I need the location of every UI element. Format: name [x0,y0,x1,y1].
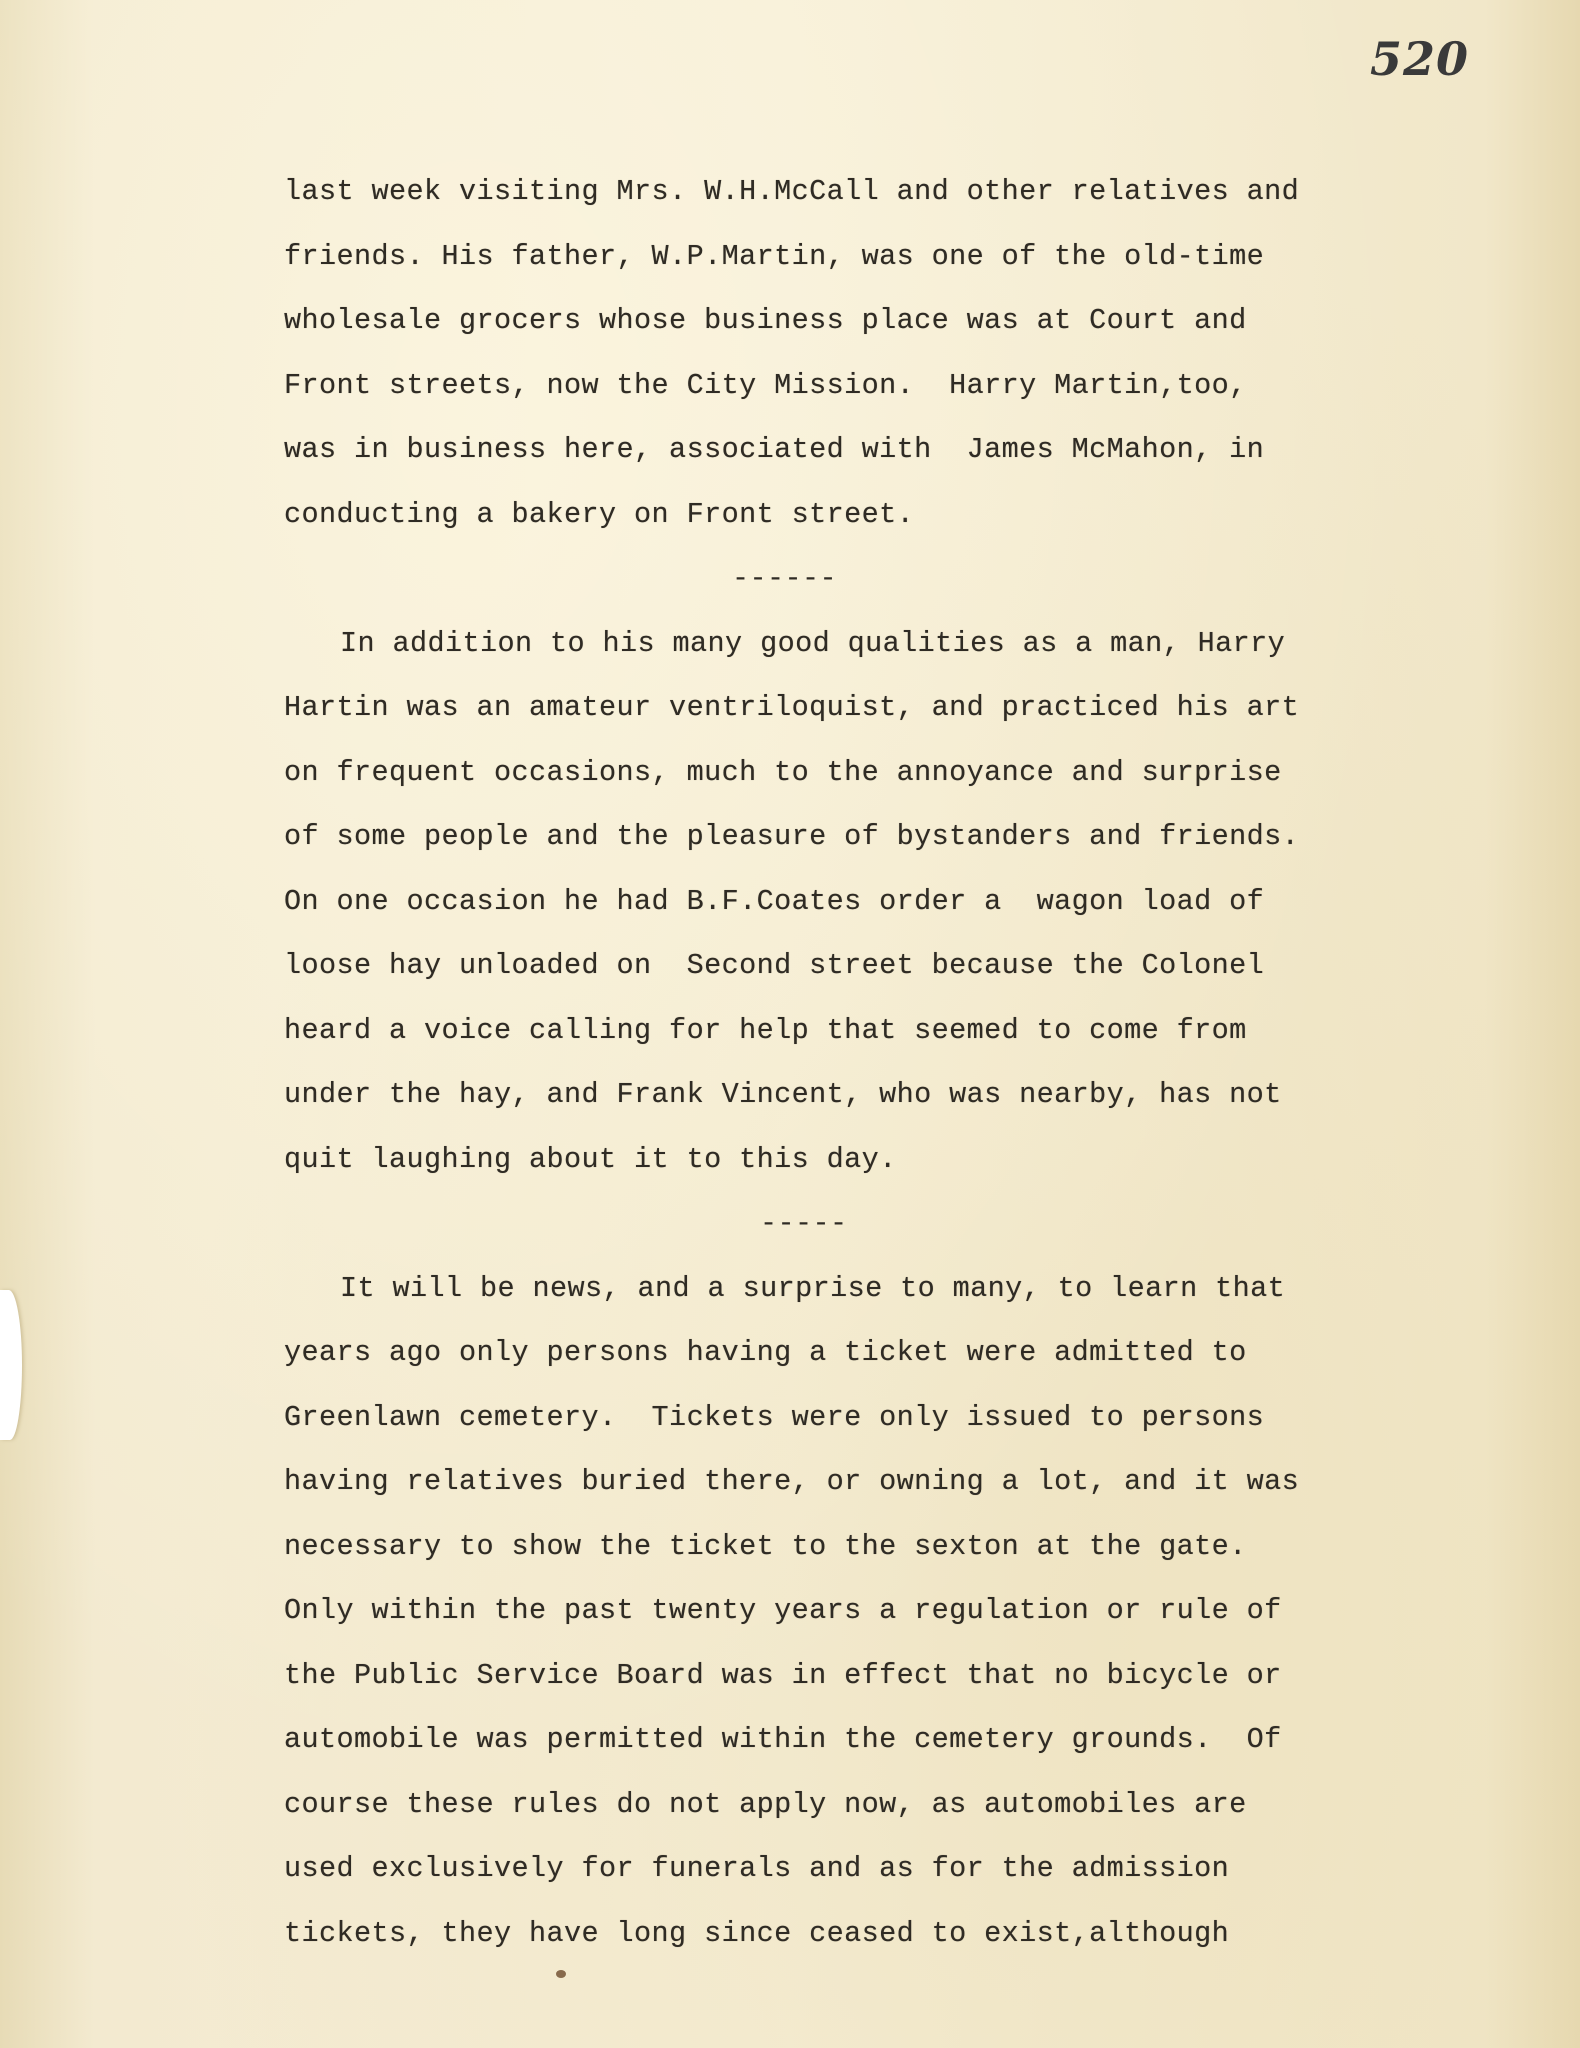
text-line: under the hay, and Frank Vincent, who was nearby, has not [284,1078,1282,1111]
text-line: Hartin was an amateur ventriloquist, and practiced his art [284,691,1300,724]
text-line: conducting a bakery on Front street. [284,497,915,531]
text-line: loose hay unloaded on Second street because the Colonel [284,949,1265,982]
ink-speck [556,1970,566,1978]
text-line: tickets, they have long since ceased to exist,although [284,1916,1230,1950]
text-line: on frequent occasions, much to the annoyance and surprise [284,755,1282,789]
section-separator: ----- [760,1207,848,1240]
text-line: used exclusively for funerals and as for the admission [284,1852,1230,1885]
text-line: quit laughing about it to this day. [284,1142,897,1176]
text-line: necessary to show the ticket to the sexton at the gate. [284,1529,1247,1563]
paragraph-1 [284,160,1414,547]
text-line: heard a voice calling for help that seemed to come from [284,1013,1247,1047]
text-line: Only within the past twenty years a regulation or rule of [284,1594,1282,1627]
paragraph-3 [284,1257,1414,1967]
paragraph-2 [284,612,1414,1193]
text-line: years ago only persons having a ticket were admitted to [284,1336,1247,1369]
page-number: 520 [1370,32,1470,86]
text-line: was in business here, associated with James McMahon, in [284,433,1265,466]
body-text [284,160,1414,1966]
text-line: friends. His father, W.P.Martin, was one of the old-time [284,239,1265,273]
text-line: having relatives buried there, or owning a lot, and it was [284,1465,1300,1498]
text-line: It will be news, and a surprise to many, to learn that [340,1271,1286,1305]
text-line: Greenlawn cemetery. Tickets were only issued to persons [284,1400,1265,1434]
text-line: course these rules do not apply now, as automobiles are [284,1787,1247,1821]
text-line: the Public Service Board was in effect that no bicycle or [284,1658,1282,1692]
text-line: automobile was permitted within the cemetery grounds. Of [284,1723,1282,1756]
torn-edge [0,1290,22,1440]
text-line: In addition to his many good qualities as a man, Harry [340,626,1286,660]
section-separator: ------ [732,562,838,595]
text-line: Front streets, now the City Mission. Harry Martin,too, [284,368,1247,402]
text-line: wholesale grocers whose business place was at Court and [284,304,1247,337]
text-line: last week visiting Mrs. W.H.McCall and other relatives and [284,175,1300,208]
text-line: On one occasion he had B.F.Coates order a wagon load of [284,884,1265,918]
text-line: of some people and the pleasure of bystanders and friends. [284,820,1300,853]
